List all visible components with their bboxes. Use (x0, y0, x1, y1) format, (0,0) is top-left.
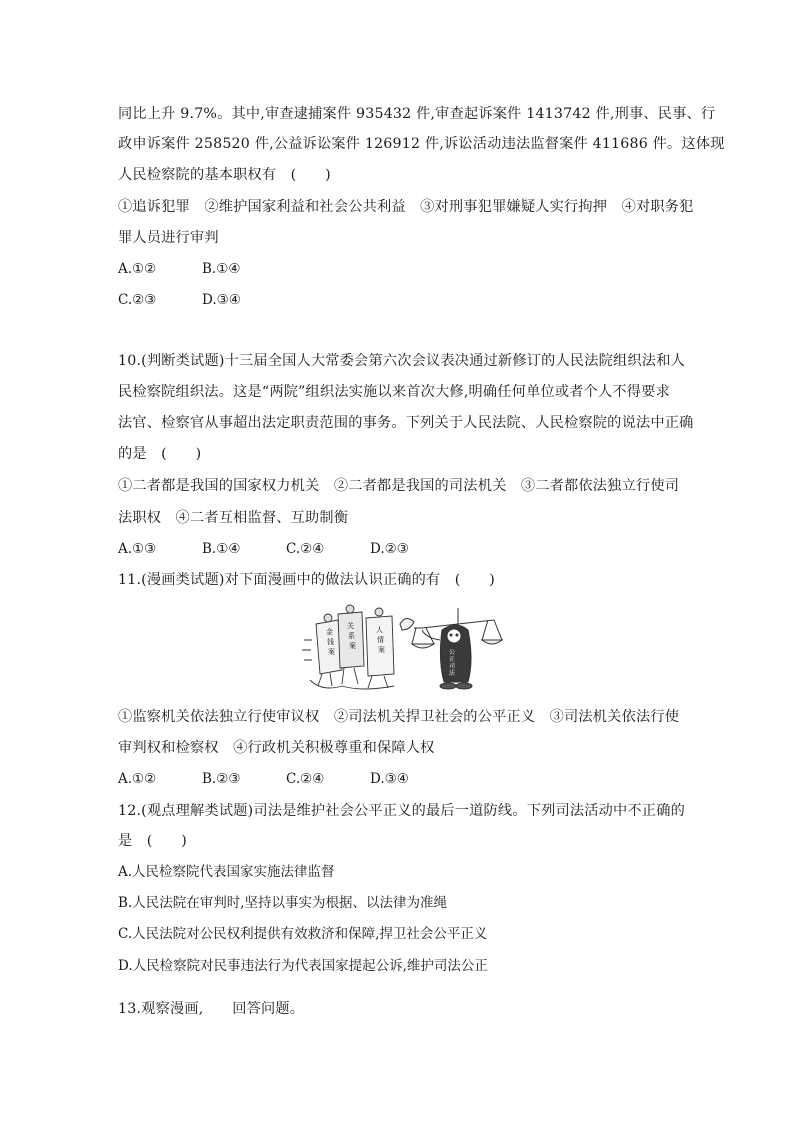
q10-option-b: B.①④ (202, 541, 241, 557)
q11-line-1: 11.(漫画类试题)对下面漫画中的做法认识正确的有 ( ) (118, 572, 496, 588)
cartoon-figure-label-char4: 法 (449, 670, 456, 677)
q12-line-1: 12.(观点理解类试题)司法是维护社会公平正义的最后一道防线。下列司法活动中不正确的 (118, 803, 685, 819)
q10-option-a: A.①③ (118, 541, 157, 557)
cartoon-sign-1-char1: 金 (326, 628, 333, 636)
q9-items-2: 罪人员进行审判 (118, 230, 219, 246)
q9-line-3: 人民检察院的基本职权有 ( ) (118, 167, 331, 183)
q10-option-c: C.②④ (286, 541, 325, 557)
cartoon-sign-3-char2: 情 (377, 636, 384, 644)
q12-option-d: D.人民检察院对民事违法行为代表国家提起公诉,维护司法公正 (118, 958, 488, 974)
q12-option-b: B.人民法院在审判时,坚持以事实为根据、以法律为准绳 (118, 895, 448, 911)
q9-option-c: C.②③ (118, 292, 157, 308)
q9-option-d: D.③④ (202, 292, 241, 308)
q11-option-b: B.②③ (202, 771, 241, 787)
cartoon-illustration (302, 600, 504, 696)
q12-option-a: A.人民检察院代表国家实施法律监督 (118, 864, 335, 880)
cartoon-sign-2-char1: 关 (347, 622, 354, 630)
cartoon-figure-label-char1: 公 (449, 649, 456, 656)
q13-line-1: 13.观察漫画, 回答问题。 (118, 1001, 305, 1017)
q10-line-1: 10.(判断类试题)十三届全国人大常委会第六次会议表决通过新修订的人民法院组织法和人 (118, 353, 685, 369)
q10-option-d: D.②③ (370, 541, 409, 557)
q11-option-d: D.③④ (370, 771, 409, 787)
q10-items-1: ①二者都是我国的国家权力机关 ②二者都是我国的司法机关 ③二者都依法独立行使司 (118, 478, 680, 494)
q10-line-4: 的是 ( ) (118, 446, 202, 462)
q12-line-2: 是 ( ) (118, 833, 188, 849)
q10-items-2: 法职权 ④二者互相监督、互助制衡 (118, 510, 349, 526)
q9-line-1: 同比上升 9.7%。其中,审查逮捕案件 935432 件,审查起诉案件 1413742 件,刑事、民事、行 (118, 106, 716, 122)
q11-option-a: A.①② (118, 771, 157, 787)
cartoon-sign-3-char1: 人 (376, 626, 383, 634)
cartoon-sign-1-char2: 钱 (327, 638, 334, 646)
q12-option-c: C.人民法院对公民权利提供有效救济和保障,捍卫社会公平正义 (118, 926, 488, 942)
q11-items-2: 审判权和检察权 ④行政机关积极尊重和保障人权 (118, 740, 435, 756)
q9-line-2: 政申诉案件 258520 件,公益诉讼案件 126912 件,诉讼活动违法监督案件 411686 件。这体现 (118, 136, 725, 152)
q9-items-1: ①追诉犯罪 ②维护国家利益和社会公共利益 ③对刑事犯罪嫌疑人实行拘押 ④对职务犯 (118, 199, 694, 215)
q11-option-c: C.②④ (286, 771, 325, 787)
cartoon-sign-1-char3: 案 (328, 648, 335, 656)
q10-line-2: 民检察院组织法。这是“两院”组织法实施以来首次大修,明确任何单位或者个人不得要求 (118, 384, 670, 400)
cartoon-figure-label-char2: 正 (449, 656, 456, 663)
q10-line-3: 法官、检察官从事超出法定职责范围的事务。下列关于人民法院、人民检察院的说法中正确 (118, 415, 694, 431)
cartoon-figure-label-char3: 司 (449, 663, 456, 670)
cartoon-sign-3-char3: 案 (378, 646, 385, 654)
cartoon-sign-2-char3: 案 (349, 642, 356, 650)
cartoon-sign-2-char2: 系 (348, 632, 355, 640)
q11-items-1: ①监察机关依法独立行使审议权 ②司法机关捍卫社会的公平正义 ③司法机关依法行使 (118, 709, 680, 725)
q9-option-b: B.①④ (202, 261, 241, 277)
q9-option-a: A.①② (118, 261, 157, 277)
